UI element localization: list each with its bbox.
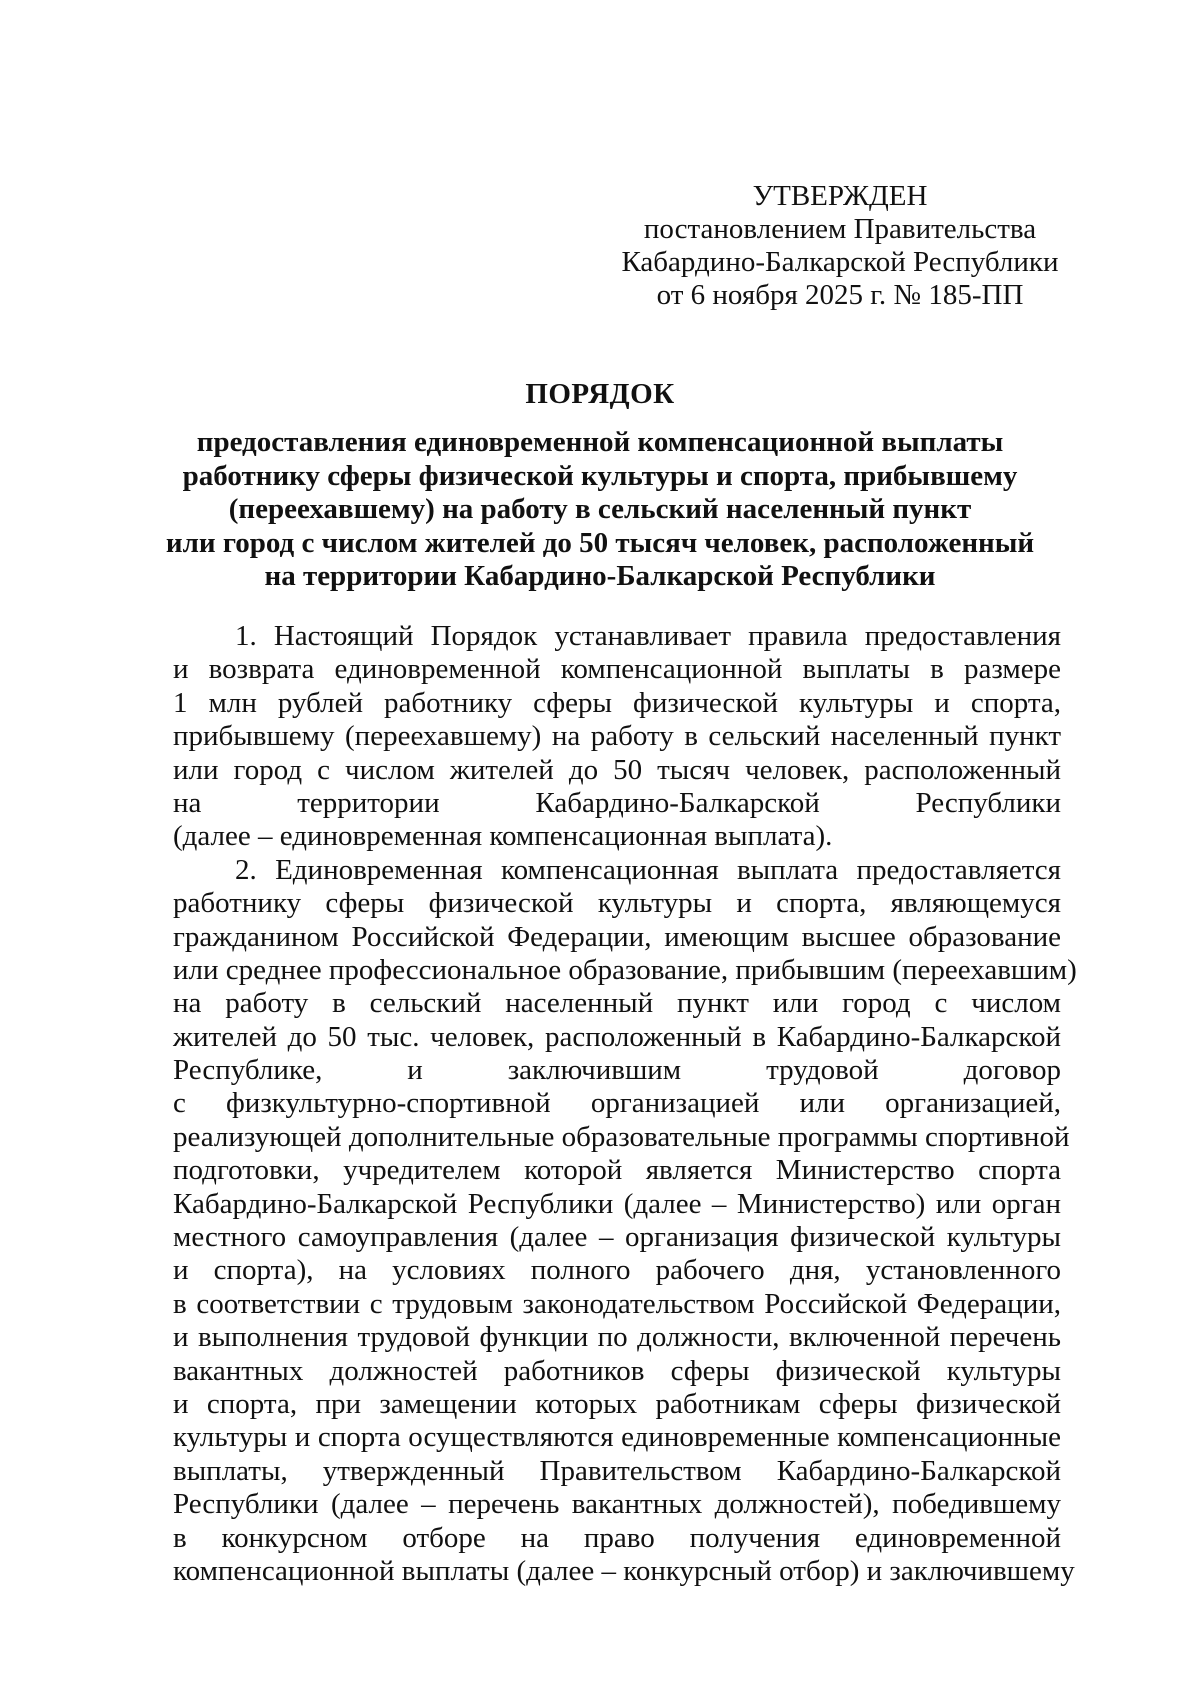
subtitle-line: работнику сферы физической культуры и спорта, прибывшему <box>182 459 1018 492</box>
text-line: гражданином Российской Федерации, имеющим высшее образование <box>173 920 1061 953</box>
text-line: культуры и спорта осуществляются единовременные компенсационные <box>173 1421 1061 1454</box>
text-line: в конкурсном отборе на право получения единовременной <box>173 1521 1061 1554</box>
document-body <box>173 620 1077 1588</box>
text-line: компенсационной выплаты (далее – конкурсный отбор) и заключившему <box>173 1554 1075 1587</box>
text-line: вакантных должностей работников сферы физической культуры <box>173 1354 1061 1387</box>
text-line: и спорта), на условиях полного рабочего дня, установленного <box>173 1254 1061 1287</box>
text-line: на работу в сельский населенный пункт или город с числом <box>173 987 1061 1020</box>
text-line: подготовки, учредителем которой является Министерство спорта <box>173 1154 1061 1187</box>
text-line: с физкультурно-спортивной организацией или организацией, <box>173 1087 1061 1120</box>
subtitle-line: (переехавшему) на работу в сельский населенный пункт <box>228 493 972 525</box>
approval-line: постановлением Правительства <box>643 213 1037 245</box>
document-subtitle <box>150 426 1050 594</box>
text-line: 2. Единовременная компенсационная выплата предоставляется <box>235 853 1061 886</box>
approval-line: УТВЕРЖДЕН <box>752 180 928 212</box>
text-line: или город с числом жителей до 50 тысяч человек, расположенный <box>173 753 1061 786</box>
text-line: 1. Настоящий Порядок устанавливает правила предоставления <box>235 620 1061 652</box>
text-line: выплаты, утвержденный Правительством Кабардино-Балкарской <box>173 1454 1061 1487</box>
text-line: на территории Кабардино-Балкарской Республики <box>173 786 1061 819</box>
subtitle-line: или город с числом жителей до 50 тысяч человек, расположенный <box>165 526 1035 559</box>
text-line: или среднее профессиональное образование, прибывшим (переехавшим) <box>173 953 1077 986</box>
approval-line: Кабардино-Балкарской Республики <box>621 246 1059 278</box>
approval-line: от 6 ноября 2025 г. № 185-ПП <box>656 279 1024 311</box>
document-title: ПОРЯДОК <box>525 378 675 410</box>
text-line: прибывшему (переехавшему) на работу в сельский населенный пункт <box>173 720 1061 753</box>
text-line: местного самоуправления (далее – организация физической культуры <box>173 1221 1061 1254</box>
text-line: в соответствии с трудовым законодательством Российской Федерации, <box>173 1287 1061 1320</box>
text-line: Республики (далее – перечень вакантных должностей), победившему <box>173 1488 1061 1521</box>
paragraph-1 <box>173 620 1061 854</box>
text-line: Республике, и заключившим трудовой договор <box>173 1054 1061 1087</box>
text-line: 1 млн рублей работнику сферы физической культуры и спорта, <box>173 686 1061 719</box>
subtitle-line: на территории Кабардино-Балкарской Республики <box>264 560 936 592</box>
text-line: жителей до 50 тыс. человек, расположенный в Кабардино-Балкарской <box>173 1020 1061 1053</box>
text-line: реализующей дополнительные образовательные программы спортивной <box>173 1120 1070 1153</box>
text-line: и возврата единовременной компенсационной выплаты в размере <box>173 653 1061 686</box>
text-line: и выполнения трудовой функции по должности, включенной перечень <box>173 1321 1061 1354</box>
subtitle-line: предоставления единовременной компенсационной выплаты <box>196 426 1004 458</box>
text-line: и спорта, при замещении которых работникам сферы физической <box>173 1387 1061 1420</box>
paragraph-2 <box>173 853 1077 1589</box>
text-line: Кабардино-Балкарской Республики (далее – Министерство) или орган <box>173 1187 1061 1220</box>
text-line: (далее – единовременная компенсационная выплата). <box>173 820 833 853</box>
text-line: работнику сферы физической культуры и спорта, являющемуся <box>173 887 1061 920</box>
approval-stamp <box>620 180 1060 312</box>
